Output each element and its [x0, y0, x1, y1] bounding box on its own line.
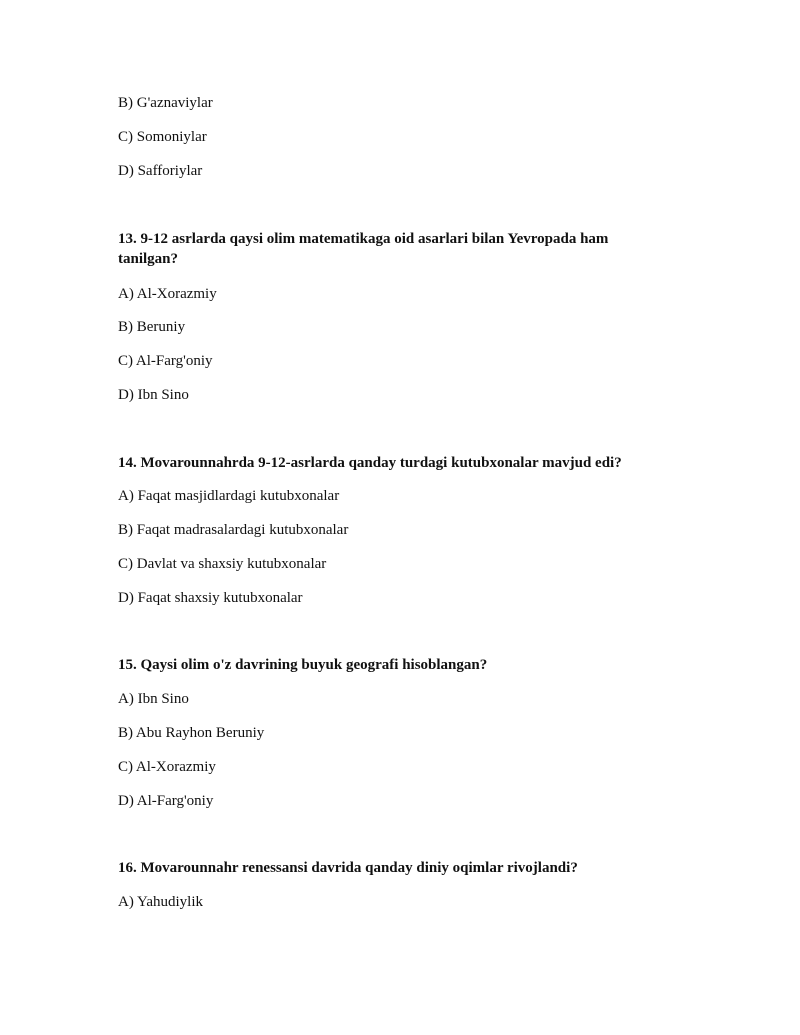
option-a: A) Yahudiylik: [118, 894, 204, 910]
option-d: D) Safforiylar: [118, 163, 203, 179]
option-b: B) Faqat madrasalardagi kutubxonalar: [118, 522, 349, 538]
option-c: C) Al-Xorazmiy: [118, 759, 216, 775]
option-b: B) Abu Rayhon Beruniy: [118, 725, 265, 741]
question-15: 15. Qaysi olim o'z davrining buyuk geografi hisoblangan?: [118, 657, 488, 673]
option-d: D) Al-Farg'oniy: [118, 793, 214, 809]
option-c: C) Al-Farg'oniy: [118, 353, 213, 369]
option-a: A) Ibn Sino: [118, 691, 189, 707]
option-c: C) Davlat va shaxsiy kutubxonalar: [118, 556, 327, 572]
option-d: D) Ibn Sino: [118, 387, 189, 403]
option-a: A) Faqat masjidlardagi kutubxonalar: [118, 488, 340, 504]
option-b: B) Beruniy: [118, 319, 186, 335]
option-c: C) Somoniylar: [118, 129, 207, 145]
question-13: 13. 9-12 asrlarda qaysi olim matematikaga oid asarlari bilan Yevropada ham tanilgan?: [118, 231, 609, 267]
question-14: 14. Movarounnahrda 9-12-asrlarda qanday turdagi kutubxonalar mavjud edi?: [118, 455, 622, 471]
option-b: B) G'aznaviylar: [118, 95, 213, 111]
question-16: 16. Movarounnahr renessansi davrida qanday diniy oqimlar rivojlandi?: [118, 860, 578, 876]
option-d: D) Faqat shaxsiy kutubxonalar: [118, 590, 303, 606]
option-a: A) Al-Xorazmiy: [118, 286, 217, 302]
